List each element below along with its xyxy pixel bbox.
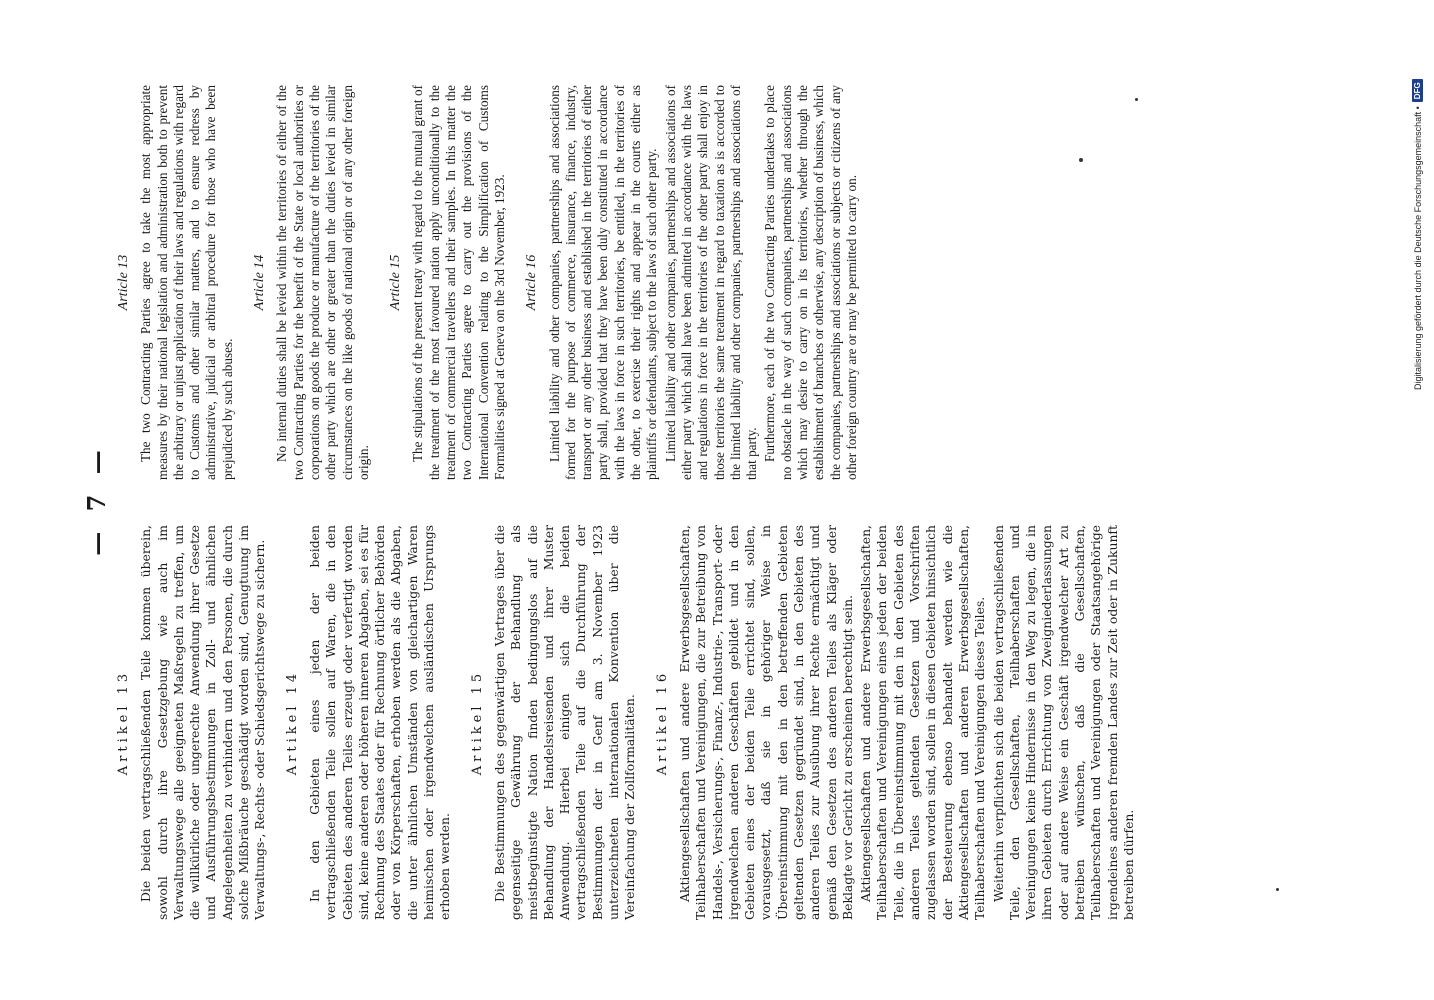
article-paragraph: Aktiengesellschaften und andere Erwerbsgesellschaften, Teilhaberschaften und Vereinigungen eines jeden der beiden Teile, die in Übereinstimmung mit den in den Gebieten des anderen Teiles geltenden Gesetzen und Vorschriften zugelassen worden sind, sollen in diesen Gebieten hinsichtlich der Besteuerung ebenso behandelt werden wie die Aktiengesellschaften und anderen Erwerbsgesellschaften, Teilhaberschaften und Vereinigungen dieses Teiles.: [858, 525, 988, 920]
english-article-13: [116, 85, 236, 480]
credit-text: Digitalisierung gefördert durch die Deutsche Forschungsgemeinschaft •: [1412, 106, 1423, 390]
article-heading: Artikel 13: [116, 669, 131, 776]
article-heading: Article 15: [388, 254, 404, 311]
article-paragraph: Limited liability and other companies, partnerships and associations formed for the purpose of commerce, insurance, finance, industry, transport or any other business and established in the territories of either party shall, provided that they have been duly constituted in accordance with the laws in force in such territories, be entitled, in the territories of the other, to exercise their rights and appear in the courts either as plaintiffs or defendants, subject to the laws of such other party.: [546, 85, 660, 480]
article-heading: Artikel 15: [469, 669, 485, 776]
article-heading: Artikel 16: [654, 669, 670, 776]
rotated-page-content: [82, 85, 1282, 920]
german-article-13: [116, 525, 269, 920]
article-paragraph: The stipulations of the present treaty with regard to the mutual grant of the treatment of the most favoured nation apply unconditionally to the treatment of commercial travellers and their samples. In this matter the two Contracting Parties agree to carry out the provisions of the International Convention relating to the Simplification of Customs Formalities signed at Geneva on the 3rd November, 1923.: [410, 85, 507, 480]
german-article-14: [285, 525, 454, 920]
article-heading: Artikel 14: [284, 669, 300, 776]
english-article-14: [252, 85, 372, 480]
german-article-15: [470, 525, 639, 920]
english-article-15: [388, 85, 508, 480]
article-heading: Article 16: [524, 254, 540, 311]
german-article-16: [655, 525, 1138, 920]
scan-speck: [1135, 98, 1138, 101]
article-paragraph: In den Gebieten eines jeden der beiden vertragschließenden Teile sollen auf Waren, die in den Gebieten des anderen Teiles erzeugt oder verfertigt worden sind, keine anderen oder höheren inneren Abgaben, sei es für Rechnung des Staates oder für Rechnung örtlicher Behörden oder von Körperschaften, erhoben werden als die Abgaben, die unter ähnlichen Umständen von gleichartigen Waren heimischen oder irgendwelchen ausländischen Ursprungs erhoben werden.: [306, 525, 453, 920]
article-paragraph: Die beiden vertragschließenden Teile kommen überein, sowohl durch ihre Gesetzgebung wie auch im Verwaltungswege alle geeigneten Maßregeln zu treffen, um die willkürliche oder ungerechte Anwendung ihrer Gesetze und Ausführungsbestimmungen in Zoll- und ähnlichen Angelegenheiten zu verhindern und den Personen, die durch solche Mißbräuche geschädigt worden sind, Genugtuung im Verwaltungs-, Rechts- oder Schiedsgerichtswege zu sichern.: [138, 525, 268, 920]
scan-speck: [1276, 888, 1279, 891]
article-paragraph: Furthermore, each of the two Contracting Parties undertakes to place no obstacle in the way of such companies, partnerships and associations which may desire to carry on in its territories, whether through the establishment of branches or otherwise, any description of business, which the companies, partnerships and associations or subjects or citizens of any other foreign country are or may be permitted to carry on.: [762, 85, 859, 480]
article-paragraph: Limited liability and other companies, partnerships and associations of either party which shall have been admitted in accordance with the laws and regulations in force in the territories of the other party shall enjoy in those territories the same treatment in regard to taxation as is accorded to the limited liability and other companies, partnerships and associations of that party.: [662, 85, 760, 480]
page-number: — 7 —: [82, 444, 111, 556]
article-heading: Article 14: [252, 254, 268, 311]
article-paragraph: Aktiengesellschaften und andere Erwerbsgesellschaften, Teilhaberschaften und Vereinigungen, die zur Betreibung von Handels-, Versicherungs-, Finanz-, Industrie-, Transport- oder irgendwelchen anderen Geschäften gebildet und in den Gebieten eines der beiden Teile errichtet sind, sollen, vorausgesetzt, daß sie in gehöriger Weise in Übereinstimmung mit den in den betreffenden Gebieten geltenden Gesetzen gegründet sind, in den Gebieten des anderen Teiles zur Ausübung ihrer Rechte ermächtigt und gemäß den Gesetzen des anderen Teiles als Kläger oder Beklagte vor Gericht zu erscheinen berechtigt sein.: [676, 525, 855, 920]
article-paragraph: The two Contracting Parties agree to take the most appropriate measures by their national legislation and administration both to prevent the arbitrary or unjust application of their laws and regulations with regard to Customs and other similar matters, and to ensure redress by administrative, judicial or arbitral procedure for those who have been prejudiced by such abuses.: [138, 85, 235, 480]
german-column: [114, 525, 1153, 920]
article-paragraph: No internal duties shall be levied within the territories of either of the two Contracting Parties for the benefit of the State or local authorities or corporations on goods the produce or manufacture of the territories of the other party which are other or greater than the duties levied in similar circumstances on the like goods of national origin or of any other foreign origin.: [274, 85, 371, 480]
english-column: [114, 85, 876, 480]
article-paragraph: Die Bestimmungen des gegenwärtigen Vertrages über die gegenseitige Gewährung der Behandlung als meistbegünstigte Nation finden bedingungslos auf die Behandlung der Handelsreisenden und ihrer Muster Anwendung. Hierbei einigen sich die beiden vertragschließenden Teile auf die Durchführung der Bestimmungen der in Genf am 3. November 1923 unterzeichneten internationalen Konvention über die Vereinfachung der Zollformalitäten.: [491, 525, 638, 920]
english-article-16: [524, 85, 860, 480]
digitization-credit: [1412, 10, 1423, 390]
dfg-logo: DFG: [1412, 79, 1423, 102]
article-heading: Article 13: [116, 254, 131, 311]
article-paragraph: Weiterhin verpflichten sich die beiden vertragschließenden Teile, den Gesellschaften, Teilhaberschaften und Vereinigungen keine Hindernisse in den Weg zu legen, die in ihren Gebieten durch Errichtung von Zweigniederlassungen oder auf andere Weise ein Geschäft irgendwelcher Art zu betreiben wünschen, daß die Gesellschaften, Teilhaberschaften und Vereinigungen oder Staatsangehörige irgendeines anderen fremden Landes zur Zeit oder in Zukunft betreiben dürfen.: [990, 525, 1136, 920]
scan-speck: [1079, 158, 1083, 162]
